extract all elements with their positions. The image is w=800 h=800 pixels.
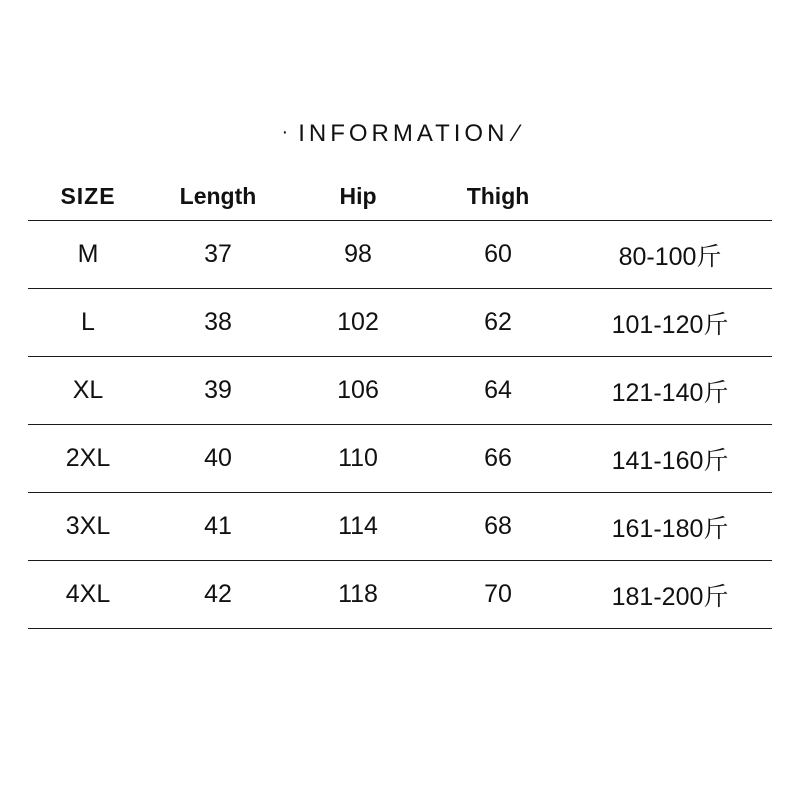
cell-size: 3XL: [28, 493, 148, 561]
column-header-size: SIZE: [28, 172, 148, 221]
page-title: INFORMATION: [298, 120, 509, 147]
table-header-row: [28, 172, 772, 221]
table-header: [28, 172, 772, 221]
table-row: [28, 561, 772, 629]
table-row: [28, 289, 772, 357]
table-row: [28, 425, 772, 493]
size-table-container: [28, 172, 772, 629]
cell-weight: 121-140斤: [568, 357, 772, 425]
cell-size: M: [28, 221, 148, 289]
cell-length: 40: [148, 425, 288, 493]
cell-thigh: 70: [428, 561, 568, 629]
cell-size: 4XL: [28, 561, 148, 629]
table-row: [28, 357, 772, 425]
cell-hip: 102: [288, 289, 428, 357]
cell-weight: 101-120斤: [568, 289, 772, 357]
cell-thigh: 62: [428, 289, 568, 357]
cell-thigh: 60: [428, 221, 568, 289]
cell-thigh: 64: [428, 357, 568, 425]
cell-length: 42: [148, 561, 288, 629]
information-title: [0, 120, 800, 148]
column-header-thigh: Thigh: [428, 172, 568, 221]
column-header-length: Length: [148, 172, 288, 221]
cell-hip: 118: [288, 561, 428, 629]
cell-length: 38: [148, 289, 288, 357]
cell-length: 39: [148, 357, 288, 425]
cell-hip: 114: [288, 493, 428, 561]
slash-icon: ⁄: [514, 120, 519, 147]
cell-length: 37: [148, 221, 288, 289]
cell-weight: 161-180斤: [568, 493, 772, 561]
table-body: [28, 221, 772, 629]
cell-size: 2XL: [28, 425, 148, 493]
cell-thigh: 66: [428, 425, 568, 493]
cell-weight: 80-100斤: [568, 221, 772, 289]
column-header-weight: [568, 172, 772, 221]
cell-size: L: [28, 289, 148, 357]
cell-thigh: 68: [428, 493, 568, 561]
cell-weight: 141-160斤: [568, 425, 772, 493]
cell-hip: 98: [288, 221, 428, 289]
size-table: [28, 172, 772, 629]
table-row: [28, 493, 772, 561]
table-row: [28, 221, 772, 289]
column-header-hip: Hip: [288, 172, 428, 221]
cell-length: 41: [148, 493, 288, 561]
cell-hip: 110: [288, 425, 428, 493]
cell-hip: 106: [288, 357, 428, 425]
cell-size: XL: [28, 357, 148, 425]
bullet-icon: ·: [281, 121, 289, 143]
cell-weight: 181-200斤: [568, 561, 772, 629]
